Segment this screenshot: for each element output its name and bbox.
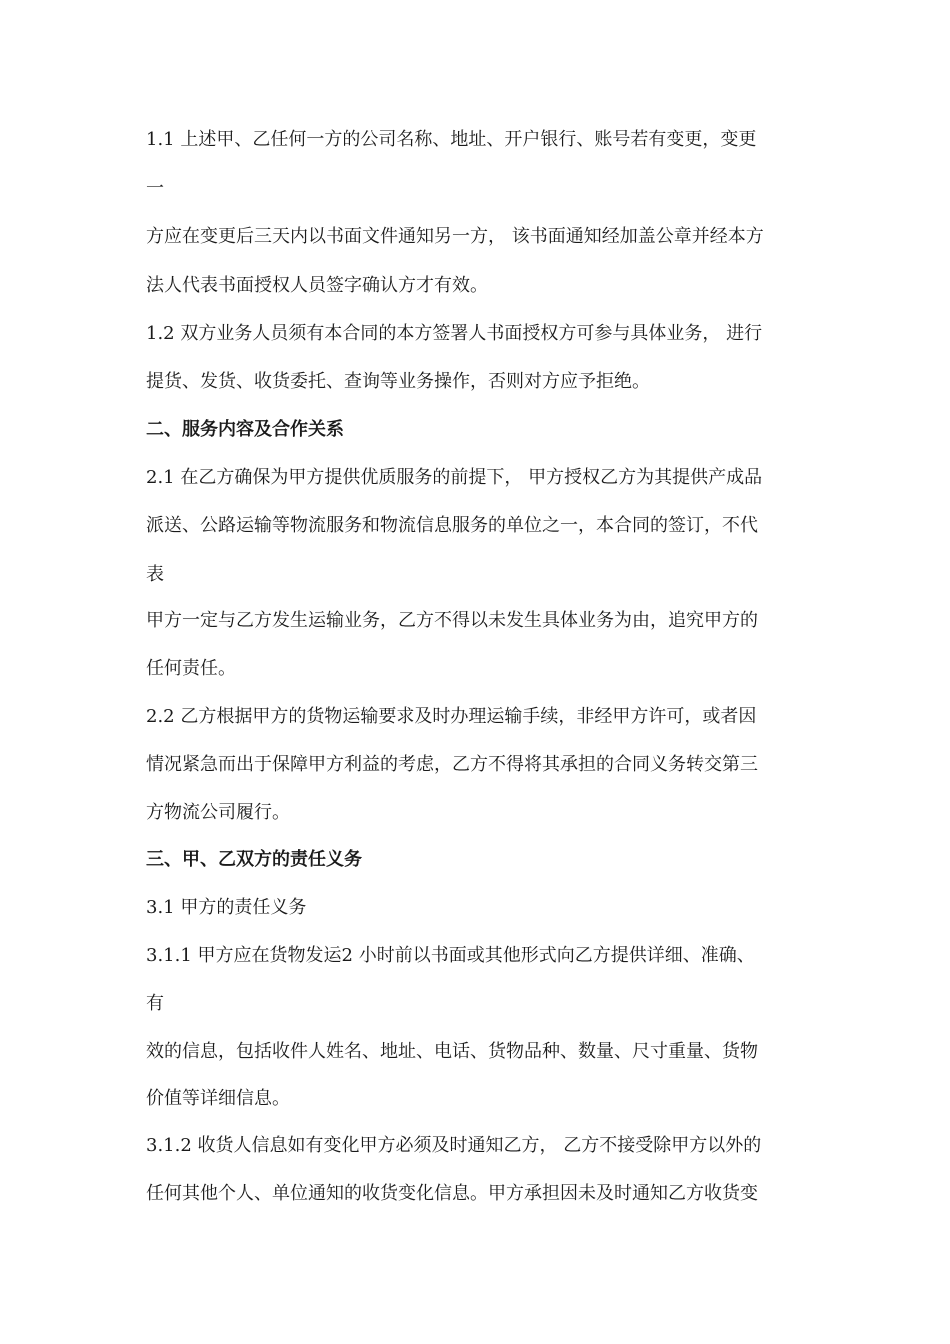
clause-1-1-line-4: 法人代表书面授权人员签字确认方才有效。 bbox=[146, 275, 488, 296]
clause-2-1-line-2: 派送、公路运输等物流服务和物流信息服务的单位之一，本合同的签订，不代 bbox=[146, 515, 758, 536]
clause-3-1-heading: 3.1 甲方的责任义务 bbox=[146, 897, 307, 918]
section-3-heading: 三、甲、乙双方的责任义务 bbox=[146, 849, 362, 870]
clause-2-2-line-2: 情况紧急而出于保障甲方利益的考虑，乙方不得将其承担的合同义务转交第三 bbox=[146, 754, 758, 775]
clause-3-1-1-line-2: 有 bbox=[146, 993, 164, 1014]
clause-3-1-1-line-4: 价值等详细信息。 bbox=[146, 1088, 290, 1109]
clause-3-1-1-line-1: 3.1.1 甲方应在货物发运2 小时前以书面或其他形式向乙方提供详细、准确、 bbox=[146, 945, 755, 966]
section-2-heading: 二、服务内容及合作关系 bbox=[146, 419, 344, 440]
clause-2-2-line-1: 2.2 乙方根据甲方的货物运输要求及时办理运输手续，非经甲方许可，或者因 bbox=[146, 706, 757, 727]
clause-1-1-line-3: 方应在变更后三天内以书面文件通知另一方， 该书面通知经加盖公章并经本方 bbox=[146, 226, 764, 247]
clause-1-1-line-1: 1.1 上述甲、乙任何一方的公司名称、地址、开户银行、账号若有变更，变更 bbox=[146, 129, 757, 150]
clause-3-1-1-line-3: 效的信息，包括收件人姓名、地址、电话、货物品种、数量、尺寸重量、货物 bbox=[146, 1041, 758, 1062]
clause-2-1-line-3: 表 bbox=[146, 564, 164, 585]
clause-2-1-line-1: 2.1 在乙方确保为甲方提供优质服务的前提下， 甲方授权乙方为其提供产成品 bbox=[146, 467, 763, 488]
clause-3-1-2-line-1: 3.1.2 收货人信息如有变化甲方必须及时通知乙方， 乙方不接受除甲方以外的 bbox=[146, 1135, 762, 1156]
clause-3-1-2-line-2: 任何其他个人、单位通知的收货变化信息。甲方承担因未及时通知乙方收货变 bbox=[146, 1183, 758, 1204]
clause-2-1-line-4: 甲方一定与乙方发生运输业务，乙方不得以未发生具体业务为由，追究甲方的 bbox=[146, 610, 758, 631]
clause-2-1-line-5: 任何责任。 bbox=[146, 658, 236, 679]
clause-1-1-line-2: 一 bbox=[146, 178, 164, 199]
clause-2-2-line-3: 方物流公司履行。 bbox=[146, 802, 290, 823]
clause-1-2-line-2: 提货、发货、收货委托、查询等业务操作，否则对方应予拒绝。 bbox=[146, 371, 650, 392]
clause-1-2-line-1: 1.2 双方业务人员须有本合同的本方签署人书面授权方可参与具体业务， 进行 bbox=[146, 323, 763, 344]
